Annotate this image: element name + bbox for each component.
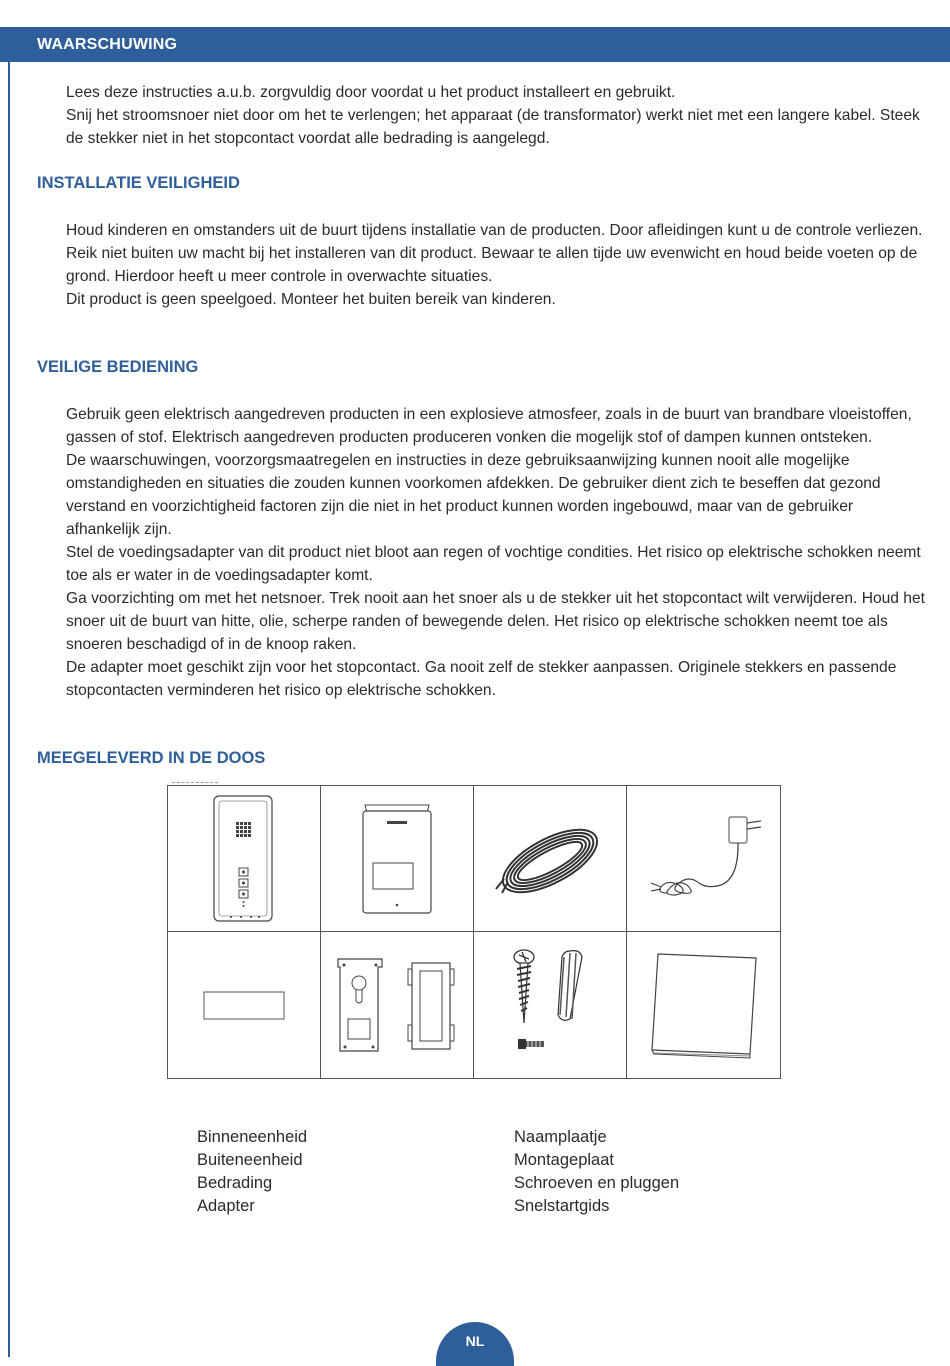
cable-coil-icon	[490, 809, 610, 909]
list-item: Snelstartgids	[514, 1197, 610, 1215]
warning-paragraph: Snij het stroomsnoer niet door om het te verlengen; het apparaat (de transformator) werkt niet met een langere kabel. Steek de stekker niet in het stopcontact voordat alle bedrading is aangelegd.	[66, 107, 920, 147]
bediening-text	[66, 403, 926, 702]
contents-grid	[167, 785, 781, 1079]
installatie-paragraph: Houd kinderen en omstanders uit de buurt tijdens installatie van de producten. Door afleidingen kunt u de controle verliezen.	[66, 222, 923, 239]
buiteneenheid-cell	[321, 786, 474, 932]
bediening-paragraph: Gebruik geen elektrisch aangedreven producten in een explosieve atmosfeer, zoals in de buurt van brandbare vloeistoffen, gassen of stof. Elektrisch aangedreven producten produceren vonken die mogelijk stof of dampen kunnen ontsteken.	[66, 406, 912, 446]
language-label: NL	[465, 1333, 485, 1349]
warning-paragraph: Lees deze instructies a.u.b. zorgvuldig door voordat u het product installeert en gebruikt.	[66, 84, 676, 101]
schroeven-cell	[474, 932, 627, 1078]
list-item: Adapter	[197, 1197, 255, 1215]
snelstartgids-cell	[627, 932, 780, 1078]
binneneenheid-cell	[168, 786, 321, 932]
dashed-mark	[172, 782, 218, 783]
doos-title: MEEGELEVERD IN DE DOOS	[37, 749, 266, 767]
bediening-paragraph: De waarschuwingen, voorzorgsmaatregelen en instructies in deze gebruiksaanwijzing kunnen nooit alle mogelijke omstandigheden en situaties die zouden kunnen voorkomen afdekken. De gebruiker dient zich te beseffen dat gezond verstand en voorzichtigheid factoren zijn die niet in het product kunnen worden ingebouwd, maar van de gebruiker afhankelijk zijn.	[66, 452, 881, 538]
installatie-paragraph: Reik niet buiten uw macht bij het installeren van dit product. Bewaar te allen tijde uw evenwicht en houd beide voeten op de grond. Hierdoor heeft u meer controle in overwachte situaties.	[66, 245, 918, 285]
screws-and-plugs-icon	[500, 945, 600, 1065]
list-item: Naamplaatje	[514, 1128, 607, 1146]
bediening-paragraph: De adapter moet geschikt zijn voor het stopcontact. Ga nooit zelf de stekker aanpassen. Originele stekkers en passende stopcontacten verminderen het risico op elektrische schokken.	[66, 659, 897, 699]
quick-start-guide-icon	[644, 950, 764, 1060]
bediening-title: VEILIGE BEDIENING	[37, 358, 199, 376]
naamplaatje-cell	[168, 932, 321, 1078]
list-item: Bedrading	[197, 1174, 273, 1192]
bediening-paragraph: Ga voorzichting om met het netsnoer. Trek nooit aan het snoer als u de stekker uit het stopcontact wilt verwijderen. Houd het snoer uit de buurt van hitte, olie, scherpe randen of bewegende delen. Het risico op elektrische schokken neemt toe als snoeren beschadigd of in de knoop raken.	[66, 590, 925, 653]
mounting-plate-icon	[332, 955, 462, 1055]
language-page-tab	[436, 1322, 514, 1366]
warning-title: WAARSCHUWING	[37, 36, 178, 53]
installatie-paragraph: Dit product is geen speelgoed. Monteer het buiten bereik van kinderen.	[66, 291, 556, 308]
contents-list-right	[514, 1126, 679, 1218]
indoor-unit-icon	[209, 794, 279, 924]
power-adapter-icon	[639, 809, 769, 909]
list-item: Montageplaat	[514, 1151, 614, 1169]
installatie-text	[66, 219, 926, 311]
left-margin-rule	[8, 62, 10, 1357]
name-plate-icon	[199, 985, 289, 1025]
contents-list-left	[197, 1126, 307, 1218]
warning-text	[66, 81, 926, 150]
warning-header-bar	[0, 27, 950, 62]
installatie-title: INSTALLATIE VEILIGHEID	[37, 174, 240, 192]
montageplaat-cell	[321, 932, 474, 1078]
outdoor-unit-icon	[357, 799, 437, 919]
list-item: Buiteneenheid	[197, 1151, 303, 1169]
list-item: Binneneenheid	[197, 1128, 308, 1146]
list-item: Schroeven en pluggen	[514, 1174, 680, 1192]
bedrading-cell	[474, 786, 627, 932]
bediening-paragraph: Stel de voedingsadapter van dit product niet bloot aan regen of vochtige condities. Het risico op elektrische schokken neemt toe als er water in de voedingsadapter komt.	[66, 544, 921, 584]
adapter-cell	[627, 786, 780, 932]
